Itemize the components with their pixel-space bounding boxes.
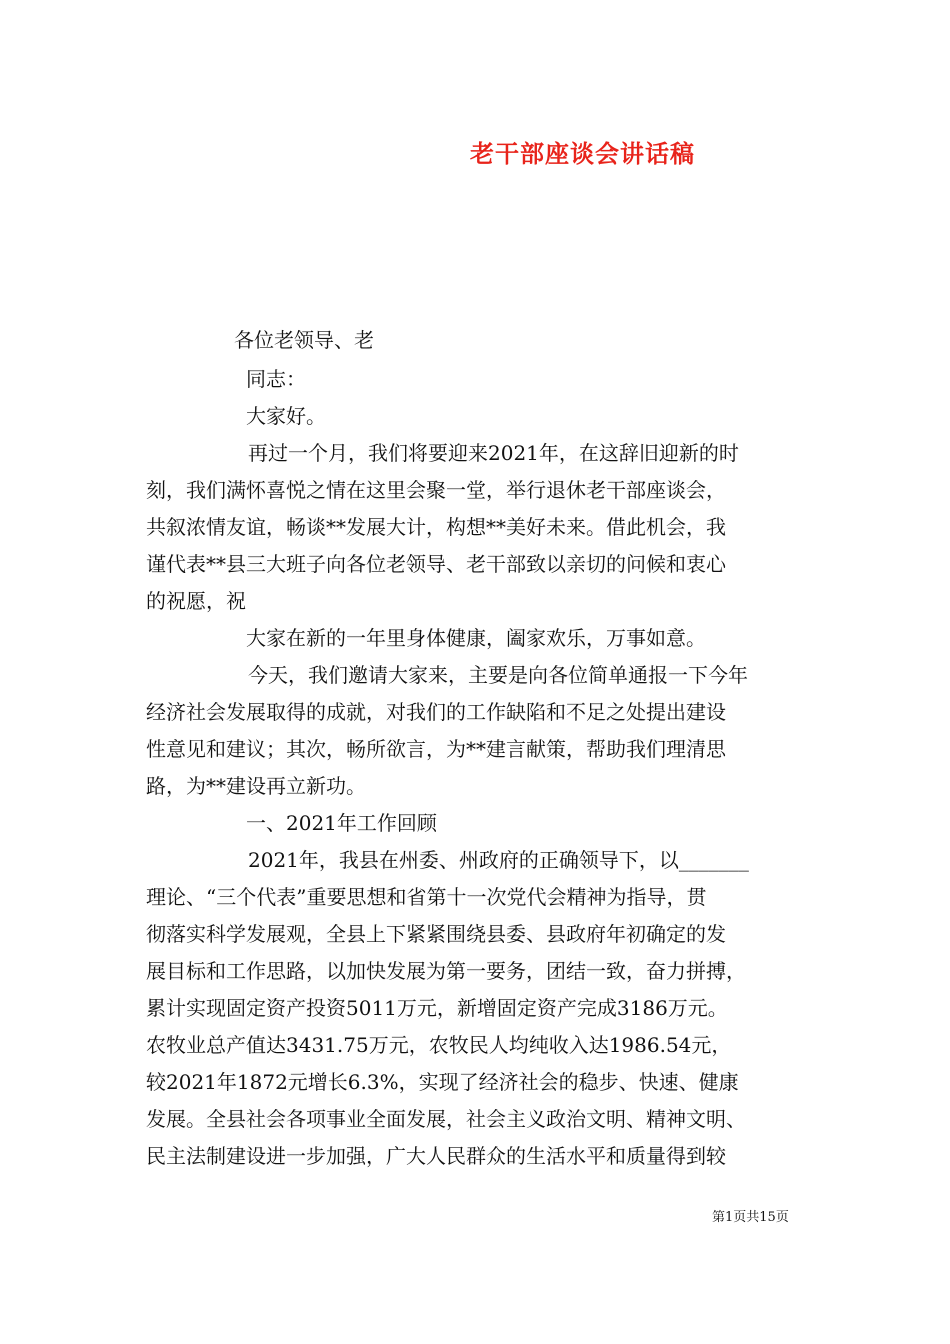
paragraph-2-line-2: 经济社会发展取得的成就，对我们的工作缺陷和不足之处提出建设 [146,700,726,724]
paragraph-2-line-3: 性意见和建议；其次，畅所欲言，为**建言献策，帮助我们理清思 [146,737,726,761]
paragraph-3-line-3: 彻落实科学发展观，全县上下紧紧围绕县委、县政府年初确定的发 [146,922,726,946]
paragraph-1-line-4: 谨代表**县三大班子向各位老领导、老干部致以亲切的问候和衷心 [146,552,726,576]
paragraph-3-line-4: 展目标和工作思路，以加快发展为第一要务，团结一致，奋力拼搏， [146,959,746,983]
paragraph-3-line-1: 2021年，我县在州委、州政府的正确领导下，以_______ [248,848,749,872]
paragraph-1-line-2: 刻，我们满怀喜悦之情在这里会聚一堂，举行退休老干部座谈会， [146,478,726,502]
wishes-line: 大家在新的一年里身体健康，阖家欢乐，万事如意。 [246,626,706,650]
paragraph-1-line-3: 共叙浓情友谊，畅谈**发展大计，构想**美好未来。借此机会，我 [146,515,726,539]
paragraph-3-line-7: 较2021年1872元增长6.3%，实现了经济社会的稳步、快速、健康 [146,1070,739,1094]
paragraph-1-line-1: 再过一个月，我们将要迎来2021年，在这辞旧迎新的时 [248,441,739,465]
greeting-line: 大家好。 [246,404,326,428]
section-heading: 一、2021年工作回顾 [246,811,437,835]
paragraph-3-line-2: 理论、“三个代表”重要思想和省第十一次党代会精神为指导，贯 [146,885,707,909]
paragraph-1-line-5: 的祝愿，祝 [146,589,246,613]
paragraph-3-line-6: 农牧业总产值达3431.75万元，农牧民人均纯收入达1986.54元， [146,1033,732,1057]
salutation-line-2: 同志： [246,367,306,391]
paragraph-2-line-4: 路，为**建设再立新功。 [146,774,366,798]
salutation-line-1: 各位老领导、老 [234,328,374,352]
page-footer: 第1页共15页 [712,1210,789,1225]
paragraph-2-line-1: 今天，我们邀请大家来，主要是向各位简单通报一下今年 [248,663,748,687]
paragraph-3-line-8: 发展。全县社会各项事业全面发展，社会主义政治文明、精神文明、 [146,1107,746,1131]
document-title: 老干部座谈会讲话稿 [470,139,695,168]
paragraph-3-line-5: 累计实现固定资产投资5011万元，新增固定资产完成3186万元。 [146,996,728,1020]
paragraph-3-line-9: 民主法制建设进一步加强，广大人民群众的生活水平和质量得到较 [146,1144,726,1168]
